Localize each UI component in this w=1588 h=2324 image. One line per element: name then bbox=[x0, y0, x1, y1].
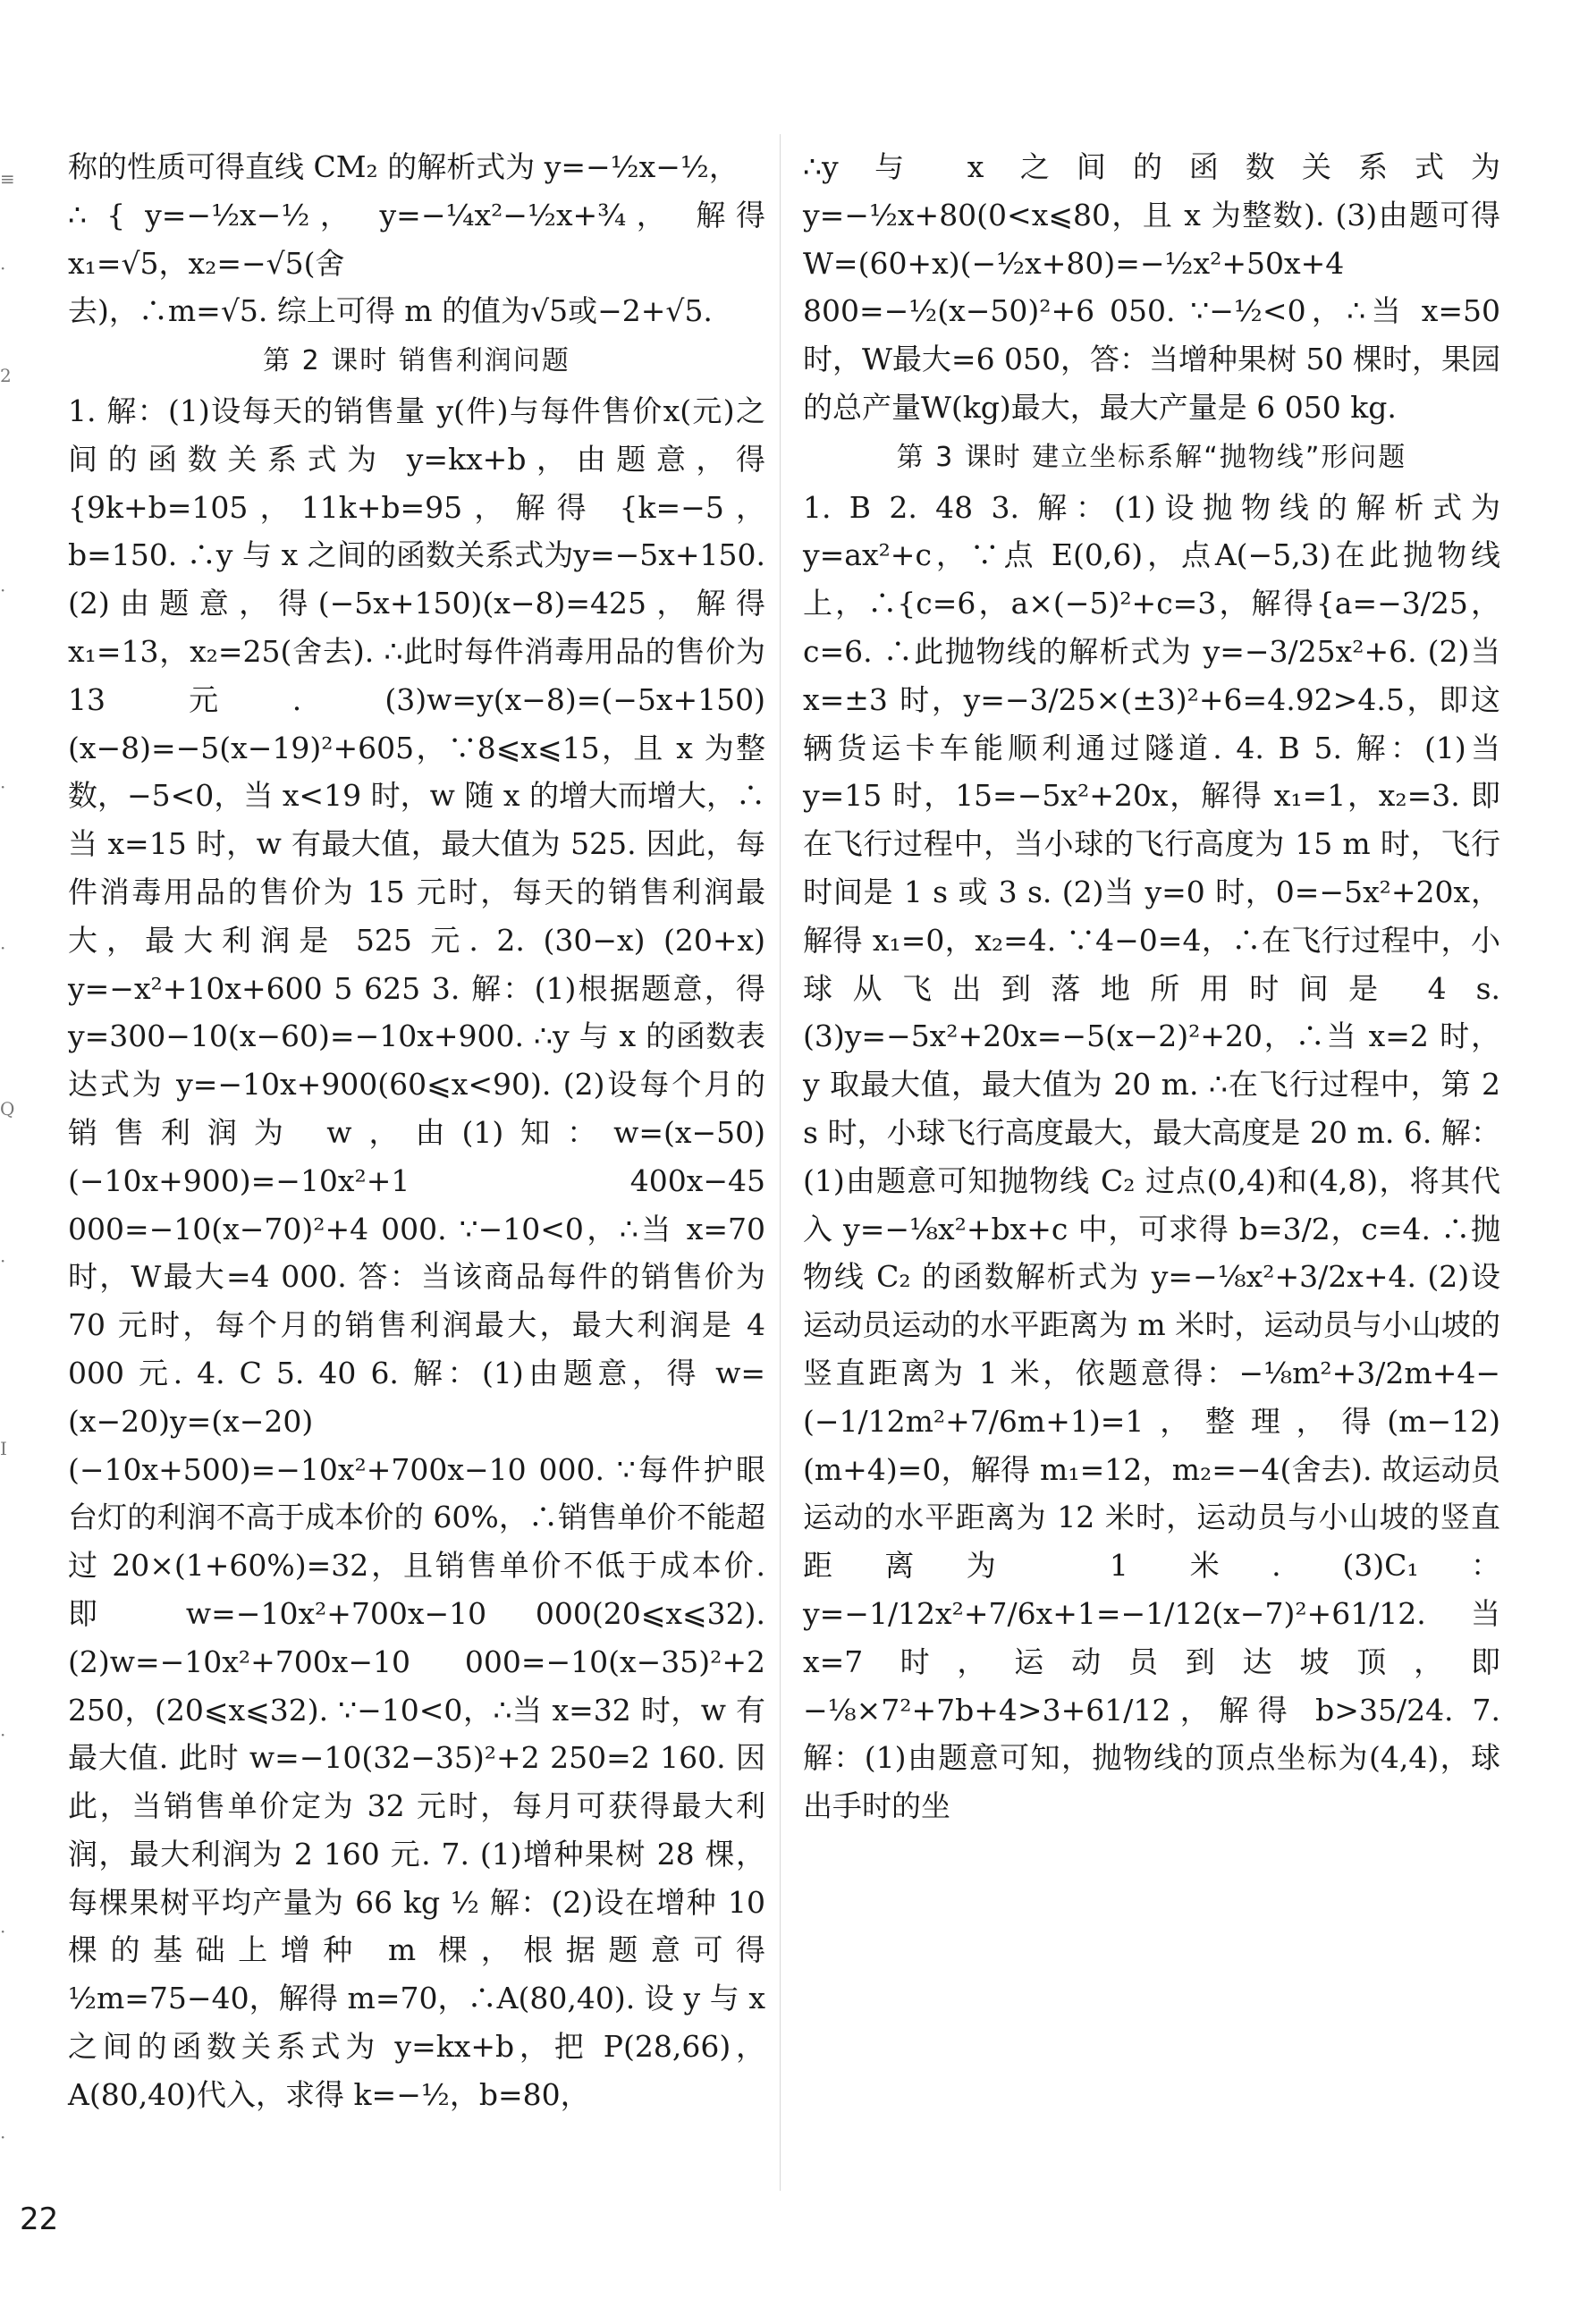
left-column bbox=[68, 143, 765, 2119]
right-column bbox=[803, 143, 1500, 1830]
margin-mark: Q bbox=[0, 1098, 15, 1120]
margin-mark: · bbox=[0, 258, 6, 279]
section-title: 第 2 课时 销售利润问题 bbox=[263, 345, 570, 377]
margin-mark: 2 bbox=[0, 365, 12, 386]
answer-text: 1. 解：(1)设每天的销售量 y(件)与每件售价x(元)之间的函数关系式为 y=kx+b，由题意，得 {9k+b=105，11k+b=95，解得 {k=−5，b=150. ∴y 与 x 之间的函数关系式为y=−5x+150. (2)由题意，得(−5x+150)(x−8)=425，解得 x₁=13，x₂=25(舍去). ∴此时每件消毒用品的售价为 13 元. (3)w=y(x−8)=(−5x+150)(x−8)=−5(x−19)²+605，∵8⩽x⩽15，且 x 为整数，−5<0，当 x<19 时，w 随 x 的增大而增大，∴当 x=15 时，w 有最大值，最大值为 525. 因此，每件消毒用品的售价为 15 元时，每天的销售利润最大，最大利润是 525 元. 2. (30−x) (20+x) y=−x²+10x+600 5 625 3. 解：(1)根据题意，得 y=300−10(x−60)=−10x+900. ∴y 与 x 的函数表达式为 y=−10x+900(60⩽x<90). (2)设每个月的销售利润为 w，由(1)知：w=(x−50)(−10x+900)=−10x²+1 400x−45 000=−10(x−70)²+4 000. ∵−10<0，∴当 x=70 时，W最大=4 000. 答：当该商品每件的销售价为 70 元时，每个月的销售利润最大，最大利润是 4 000 元. 4. C 5. 40 6. 解：(1)由题意，得 w=(x−20)y=(x−20)(−10x+500)=−10x²+700x−10 000. ∵每件护眼台灯的利润不高于成本价的 60%，∴销售单价不能超过 20×(1+60%)=32，且销售单价不低于成本价. 即 w=−10x²+700x−10 000(20⩽x⩽32). (2)w=−10x²+700x−10 000=−10(x−35)²+2 250，(20⩽x⩽32). ∵−10<0，∴当 x=32 时，w 有最大值. 此时 w=−10(32−35)²+2 250=2 160. 因此，当销售单价定为 32 元时，每月可获得最大利润，最大利润为 2 160 元. 7. (1)增种果树 28 棵，每棵果树平均产量为 66 kg ½ 解：(2)设在增种 10 棵的基础上增种 m 棵，根据题意可得½m=75−40，解得 m=70，∴A(80,40). 设 y 与 x 之间的函数关系式为 y=kx+b，把 P(28,66)，A(80,40)代入，求得 k=−½，b=80， bbox=[68, 393, 765, 2112]
margin-mark: · bbox=[0, 776, 6, 798]
paragraph: 去)，∴m=√5. 综上可得 m 的值为√5或−2+√5. bbox=[68, 293, 713, 329]
answer-text: ∴y 与 x 之间的函数关系式为 y=−½x+80(0<x⩽80，且 x 为整数). (3)由题可得 W=(60+x)(−½x+80)=−½x²+50x+4 800=−½(x−50)²+6 050. ∵−½<0，∴当 x=50 时，W最大=6 050，答：当增种果树 50 棵时，果园的总产量W(kg)最大，最大产量是 6 050 kg. bbox=[803, 149, 1501, 425]
column-divider bbox=[780, 134, 781, 2191]
margin-mark: · bbox=[0, 2126, 6, 2148]
paragraph: ∴ { y=−½x−½， y=−¼x²−½x+¾， 解得 x₁=√5，x₂=−√5(舍 bbox=[68, 197, 765, 281]
margin-mark: ≡ bbox=[0, 168, 15, 190]
margin-mark: · bbox=[0, 937, 6, 959]
margin-mark: · bbox=[0, 1921, 6, 1942]
margin-mark: I bbox=[0, 1438, 7, 1459]
margin-mark: · bbox=[0, 1250, 6, 1272]
margin-mark: · bbox=[0, 579, 6, 601]
page-number: 22 bbox=[20, 2201, 59, 2237]
paragraph: 称的性质可得直线 CM₂ 的解析式为 y=−½x−½， bbox=[68, 149, 739, 184]
binding-margin-marks bbox=[0, 134, 14, 2191]
answer-text: 1. B 2. 48 3. 解：(1)设抛物线的解析式为 y=ax²+c，∵点 E(0,6)，点A(−5,3)在此抛物线上，∴{c=6，a×(−5)²+c=3，解得{a=−3/25，c=6. ∴此抛物线的解析式为 y=−3/25x²+6. (2)当 x=±3 时，y=−3/25×(±3)²+6=4.92>4.5，即这辆货运卡车能顺利通过隧道. 4. B 5. 解：(1)当 y=15 时，15=−5x²+20x，解得 x₁=1，x₂=3. 即在飞行过程中，当小球的飞行高度为 15 m 时，飞行时间是 1 s 或 3 s. (2)当 y=0 时，0=−5x²+20x，解得 x₁=0，x₂=4. ∵4−0=4，∴在飞行过程中，小球从飞出到落地所用时间是 4 s. (3)y=−5x²+20x=−5(x−2)²+20，∴当 x=2 时，y 取最大值，最大值为 20 m. ∴在飞行过程中，第 2 s 时，小球飞行高度最大，最大高度是 20 m. 6. 解：(1)由题意可知抛物线 C₂ 过点(0,4)和(4,8)，将其代入 y=−⅛x²+bx+c 中，可求得 b=3/2，c=4. ∴抛物线 C₂ 的函数解析式为 y=−⅛x²+3/2x+4. (2)设运动员运动的水平距离为 m 米时，运动员与小山坡的竖直距离为 1 米，依题意得：−⅛m²+3/2m+4−(−1/12m²+7/6m+1)=1，整理，得(m−12)(m+4)=0，解得 m₁=12，m₂=−4(舍去). 故运动员运动的水平距离为 12 米时，运动员与小山坡的竖直距离为 1 米. (3)C₁：y=−1/12x²+7/6x+1=−1/12(x−7)²+61/12. 当 x=7 时，运动员到达坡顶，即−⅛×7²+7b+4>3+61/12，解得 b>35/24. 7. 解：(1)由题意可知，抛物线的顶点坐标为(4,4)，球出手时的坐 bbox=[803, 489, 1500, 1824]
section-title: 第 3 课时 建立坐标系解“抛物线”形问题 bbox=[896, 441, 1407, 473]
margin-mark: · bbox=[0, 1724, 6, 1745]
